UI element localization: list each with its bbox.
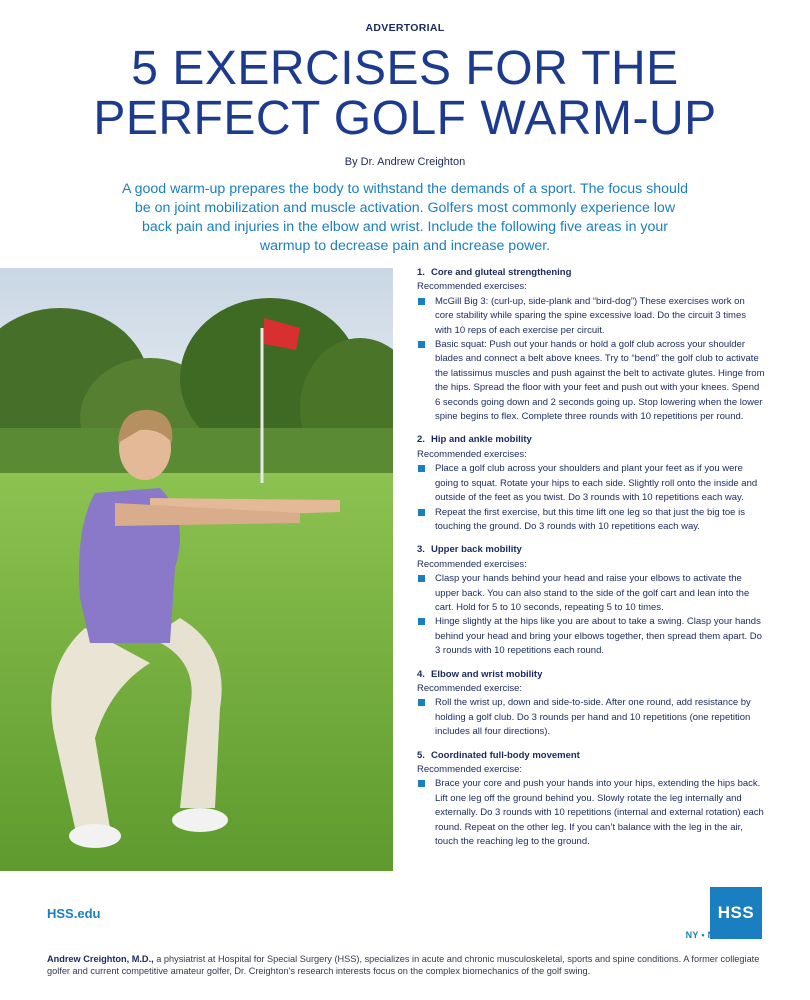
section-number: 4.: [417, 668, 425, 680]
section-heading: [417, 433, 765, 447]
golfer-squat-photo: [0, 268, 393, 871]
bullet-text: Place a golf club across your shoulders and plant your feet as if you were going to squat. Rotate your hips to each side. Slightly roll onto the inside and outside of the feet as you twist. Do 3 rounds with 10 repetitions each way.: [435, 463, 758, 504]
bullet-square-icon: [418, 298, 425, 305]
page-title: [0, 44, 810, 144]
bullet-square-icon: [418, 465, 425, 472]
author-name: Andrew Creighton, M.D.,: [47, 954, 154, 964]
section-number: 3.: [417, 544, 425, 556]
list-item: [417, 572, 765, 615]
bullet-text: Clasp your hands behind your head and raise your elbows to activate the upper back. You can also stand to the side of the golf cart and lean into the cart. Hold for 5 to 10 seconds, repeating 5 to 10 times.: [435, 573, 750, 613]
list-item: [417, 696, 765, 739]
section-title: Elbow and wrist mobility: [431, 668, 543, 680]
bullet-text: Basic squat: Push out your hands or hold a golf club across your shoulder blades and connect a belt above knees. Try to “bend” the golf club to activate the latissimus muscles and push against the belt to activate glutes. Hinge from the hips. Spread the floor with your feet and push out with your knees. Spend 6 seconds going down and 2 seconds going up. Stop lowering when the lower spine begins to flex. Complete three rounds with 10 repetitions per round.: [435, 339, 765, 423]
section-heading: [417, 266, 765, 280]
list-item: [417, 338, 765, 424]
advertorial-label: ADVERTORIAL: [365, 22, 445, 34]
bullet-text: Roll the wrist up, down and side-to-side. After one round, add resistance by holding a golf club. Do 3 rounds per hand and 10 repetitions (one repetition includes all four directions).: [435, 697, 751, 738]
author-bio: [47, 953, 767, 977]
intro-paragraph: A good warm-up prepares the body to withstand the demands of a sport. The focus should be on joint mobilization and muscle activation. Golfers most commonly experience low back pain and injuries in the elbow and wrist. Include the following five areas in your warmup to decrease pain and increase power.: [121, 181, 688, 254]
section-elbow-wrist: [417, 668, 765, 740]
locations-list: NY • NJ • CT • FL: [685, 930, 762, 940]
hss-logo: HSS: [710, 887, 762, 939]
bullet-text: Repeat the first exercise, but this time lift one leg so that just the big toe is touching the ground. Do 3 rounds with 10 repetitions each way.: [435, 506, 745, 532]
list-item: [417, 462, 765, 505]
list-item: [417, 615, 765, 658]
section-heading: [417, 543, 765, 557]
section-heading: [417, 668, 765, 682]
exercise-list: [417, 266, 765, 858]
section-subheading: Recommended exercise:: [417, 764, 523, 775]
section-number: 1.: [417, 267, 425, 278]
section-title: Coordinated full-body movement: [431, 749, 580, 761]
list-item: [417, 295, 765, 338]
section-subheading: Recommended exercises:: [417, 448, 527, 460]
bullet-text: Hinge slightly at the hips like you are about to take a swing. Clasp your hands behind your head and bring your elbows together, then spread them apart. Do 3 rounds with 10 repetitions each round.: [435, 616, 762, 657]
section-number: 2.: [417, 434, 425, 446]
section-core: [417, 266, 765, 424]
section-heading: [417, 749, 765, 763]
website-link[interactable]: HSS.edu: [47, 906, 101, 921]
list-item: [417, 506, 765, 535]
author-bio-text: a physiatrist at Hospital for Special Surgery (HSS), specializes in acute and chronic musculoskeletal, sports and spine conditions. A former collegiate golfer and current competitive amateur golfer, Dr. Creighton’s research interests focus on the complex biomechanics of the golf swing.: [47, 954, 760, 976]
section-upper-back: [417, 543, 765, 658]
title-line-2: PERFECT GOLF WARM-UP: [93, 92, 717, 145]
bullet-square-icon: [418, 618, 425, 625]
section-subheading: Recommended exercises:: [417, 281, 527, 293]
title-line-1: 5 EXERCISES FOR THE: [131, 42, 679, 95]
section-title: Core and gluteal strengthening: [431, 267, 572, 278]
bullet-square-icon: [418, 509, 425, 516]
bullet-square-icon: [418, 699, 425, 706]
bullet-square-icon: [418, 780, 425, 787]
list-item: [417, 777, 765, 849]
bullet-text: McGill Big 3: (curl-up, side-plank and “bird-dog”) These exercises work on core stability while sparing the spine excessive load. Do the circuit 3 times with 10 reps of each exercise per circuit.: [435, 295, 747, 336]
byline: By Dr. Andrew Creighton: [344, 156, 466, 168]
section-subheading: Recommended exercises:: [417, 558, 527, 570]
section-hip-ankle: [417, 433, 765, 534]
golfer-illustration: [0, 268, 393, 871]
section-number: 5.: [417, 749, 425, 761]
section-title: Hip and ankle mobility: [431, 434, 532, 446]
section-subheading: Recommended exercise:: [417, 682, 523, 694]
bullet-text: Brace your core and push your hands into your hips, extending the hips back. Lift one leg off the ground behind you. Slowly rotate the leg internally and externally. Do 3 rounds with 10 repetitions (internal and external rotation) each round. Repeat on the other leg. If you can’t balance with the leg in the air, touch the reaching leg to the ground.: [435, 778, 764, 848]
section-full-body: [417, 749, 765, 850]
section-title: Upper back mobility: [431, 544, 522, 556]
bullet-square-icon: [418, 575, 425, 582]
bullet-square-icon: [418, 341, 425, 348]
